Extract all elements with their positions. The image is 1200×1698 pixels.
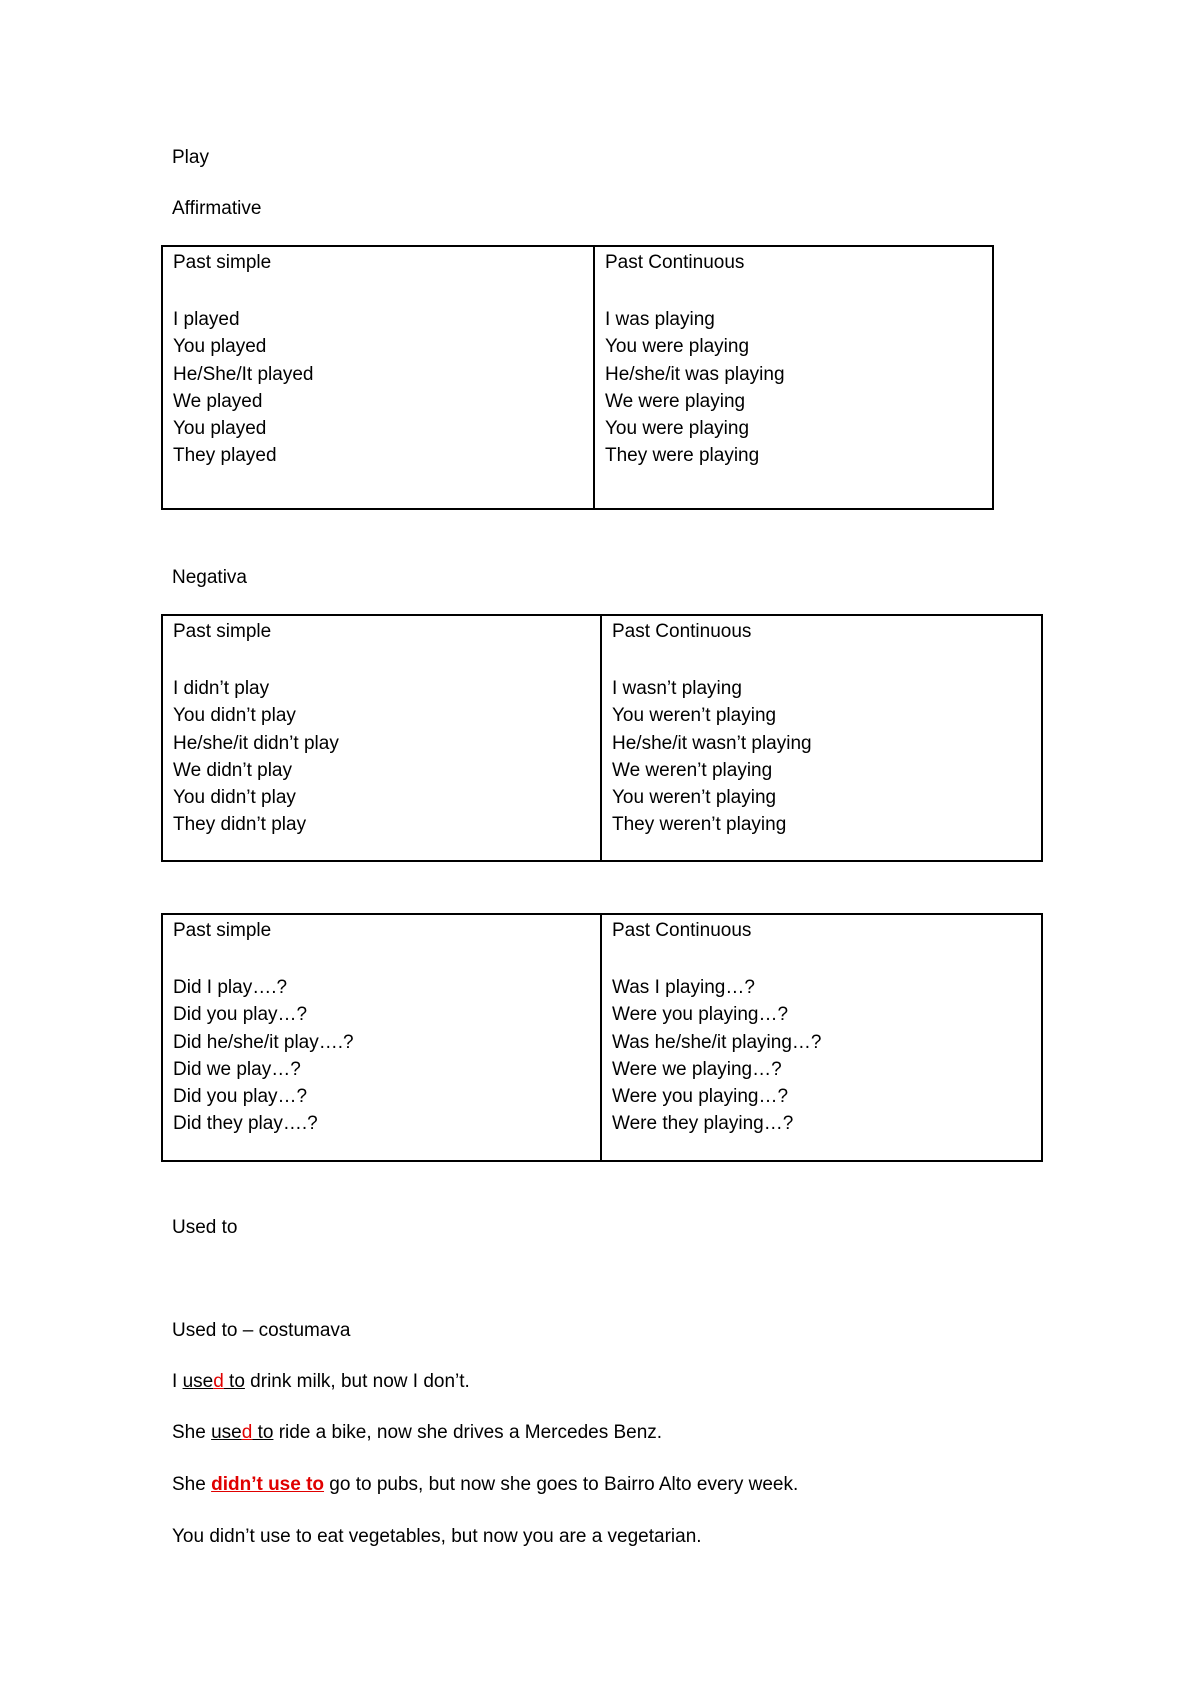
sentence-text: drink milk, but now I don’t. [244, 1371, 470, 1392]
interrogative-past-continuous-cell [601, 914, 1042, 1161]
conjugation-row: I was playing [605, 309, 715, 330]
column-header: Past Continuous [612, 621, 752, 642]
conjugation-row: Did you play…? [173, 1086, 308, 1108]
conjugation-row: Were we playing…? [612, 1058, 782, 1080]
used-to-heading: Used to [172, 1217, 238, 1238]
conjugation-row: He/she/it wasn’t playing [612, 732, 812, 754]
conjugation-row: You weren’t playing [612, 705, 777, 727]
conjugation-row: You were playing [605, 336, 750, 358]
column-header: Past simple [173, 621, 272, 642]
conjugation-row: They played [173, 445, 277, 467]
conjugation-row: They were playing [605, 445, 760, 467]
conjugation-row: They weren’t playing [612, 814, 787, 836]
negative-past-simple-cell [162, 615, 601, 861]
column-header: Past Continuous [605, 252, 745, 273]
example-sentence-4: You didn’t use to eat vegetables, but now you are a vegetarian. [172, 1526, 702, 1547]
sentence-text: go to pubs, but now she goes to Bairro Alto every week. [324, 1474, 799, 1495]
conjugation-row: He/She/It played [173, 363, 314, 385]
affirmative-table [161, 245, 994, 510]
conjugation-row: I played [173, 309, 240, 330]
conjugation-row: Did they play….? [173, 1113, 318, 1135]
interrogative-table [161, 913, 1043, 1162]
conjugation-row: You were playing [605, 418, 750, 440]
column-header: Past simple [173, 252, 272, 273]
conjugation-row: I wasn’t playing [612, 678, 742, 699]
negative-heading: Negativa [172, 567, 247, 588]
underlined-word: to [252, 1422, 274, 1443]
conjugation-row: Did he/she/it play….? [173, 1031, 354, 1053]
sentence-text: ride a bike, now she drives a Mercedes Benz. [273, 1422, 663, 1443]
conjugation-row: We didn’t play [173, 759, 292, 781]
highlighted-suffix: d [241, 1422, 253, 1443]
conjugation-row: He/she/it was playing [605, 363, 785, 385]
conjugation-row: You played [173, 418, 267, 440]
conjugation-row: Did I play….? [173, 977, 288, 998]
column-header: Past Continuous [612, 920, 752, 941]
column-header: Past simple [173, 920, 272, 941]
conjugation-row: We played [173, 390, 263, 412]
sentence-text: I [172, 1371, 183, 1392]
conjugation-row: Did you play…? [173, 1004, 308, 1026]
underlined-word: use [182, 1371, 214, 1392]
conjugation-row: We were playing [605, 390, 746, 412]
conjugation-row: Were you playing…? [612, 1004, 789, 1026]
conjugation-row: We weren’t playing [612, 759, 773, 781]
conjugation-row: You weren’t playing [612, 787, 777, 809]
conjugation-row: You didn’t play [173, 705, 296, 727]
affirmative-past-continuous-cell [594, 246, 993, 509]
underlined-word: to [223, 1371, 245, 1392]
example-sentence-1 [172, 1370, 470, 1394]
example-sentence-2 [172, 1421, 662, 1445]
affirmative-past-simple-cell [162, 246, 594, 509]
example-sentence-3 [172, 1473, 798, 1497]
conjugation-row: Were they playing…? [612, 1113, 794, 1135]
conjugation-row: He/she/it didn’t play [173, 732, 339, 754]
interrogative-past-simple-cell [162, 914, 601, 1161]
page-title: Play [172, 147, 209, 168]
highlighted-suffix: d [213, 1371, 224, 1392]
affirmative-heading: Affirmative [172, 198, 262, 219]
conjugation-row: Were you playing…? [612, 1086, 789, 1108]
sentence-text: She [172, 1422, 212, 1443]
used-to-definition: Used to – costumava [172, 1320, 351, 1341]
sentence-text: She [172, 1474, 212, 1495]
conjugation-row: They didn’t play [173, 814, 307, 836]
conjugation-row: You didn’t play [173, 787, 296, 809]
underlined-word: use [211, 1422, 242, 1443]
conjugation-row: You played [173, 336, 267, 358]
conjugation-row: Was he/she/it playing…? [612, 1031, 822, 1053]
negative-past-continuous-cell [601, 615, 1042, 861]
conjugation-row: I didn’t play [173, 678, 270, 699]
conjugation-row: Did we play…? [173, 1058, 301, 1080]
conjugation-row: Was I playing…? [612, 977, 755, 998]
negative-table [161, 614, 1043, 862]
emphasized-phrase: didn’t use to [211, 1474, 325, 1495]
